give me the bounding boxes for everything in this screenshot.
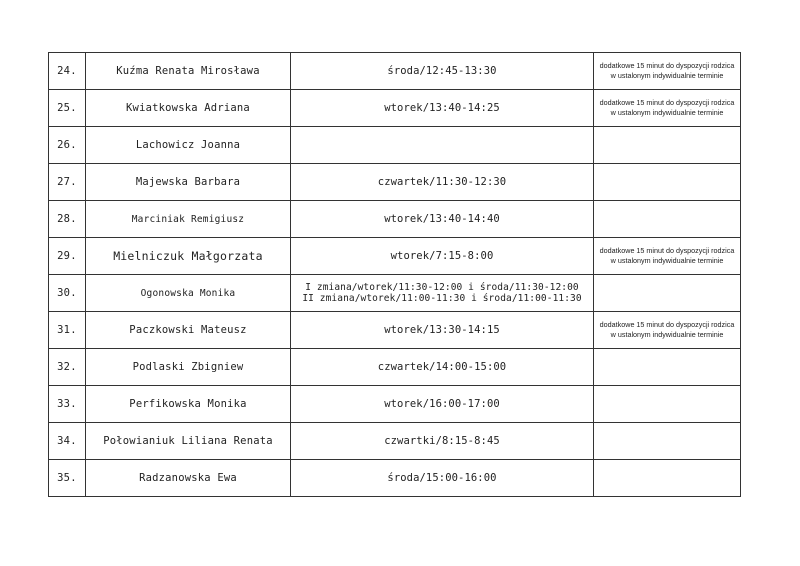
- consultation-time: [291, 312, 594, 349]
- time-line: wtorek/13:40-14:40: [384, 213, 500, 225]
- time-line: środa/15:00-16:00: [387, 472, 497, 484]
- table-row: [49, 90, 741, 127]
- table-row: [49, 275, 741, 312]
- teacher-name: Majewska Barbara: [86, 164, 291, 201]
- table-row: [49, 238, 741, 275]
- consultation-time: [291, 275, 594, 312]
- consultation-time: [291, 349, 594, 386]
- note-line: w ustalonym indywidualnie terminie: [610, 71, 724, 80]
- note-line: w ustalonym indywidualnie terminie: [610, 330, 724, 339]
- consultation-time: [291, 164, 594, 201]
- note-cell: [594, 312, 741, 349]
- table-row: [49, 423, 741, 460]
- row-number: 34.: [49, 423, 86, 460]
- note-cell: [594, 238, 741, 275]
- note-cell: [594, 386, 741, 423]
- table-row: [49, 312, 741, 349]
- teacher-name: Podlaski Zbigniew: [86, 349, 291, 386]
- note-cell: [594, 90, 741, 127]
- teacher-name: Paczkowski Mateusz: [86, 312, 291, 349]
- teacher-name: Mielniczuk Małgorzata: [86, 238, 291, 275]
- teacher-name: Lachowicz Joanna: [86, 127, 291, 164]
- teacher-name: Ogonowska Monika: [86, 275, 291, 312]
- time-line: wtorek/7:15-8:00: [390, 250, 494, 262]
- note-line: w ustalonym indywidualnie terminie: [610, 108, 724, 117]
- note-cell: [594, 53, 741, 90]
- consultation-time: [291, 460, 594, 497]
- table-row: [49, 164, 741, 201]
- note-line: dodatkowe 15 minut do dyspozycji rodzica: [599, 246, 735, 255]
- table-row: [49, 386, 741, 423]
- consultation-time: [291, 90, 594, 127]
- row-number: 30.: [49, 275, 86, 312]
- time-line: wtorek/13:30-14:15: [384, 324, 500, 336]
- note-cell: [594, 460, 741, 497]
- time-line: I zmiana/wtorek/11:30-12:00 i środa/11:30-12:00: [305, 282, 579, 293]
- time-line: środa/12:45-13:30: [387, 65, 497, 77]
- row-number: 29.: [49, 238, 86, 275]
- teacher-name: Perfikowska Monika: [86, 386, 291, 423]
- note-cell: [594, 127, 741, 164]
- note-cell: [594, 349, 741, 386]
- table-row: [49, 349, 741, 386]
- teacher-name: Połowianiuk Liliana Renata: [86, 423, 291, 460]
- teacher-name: Radzanowska Ewa: [86, 460, 291, 497]
- note-line: w ustalonym indywidualnie terminie: [610, 256, 724, 265]
- note-line: dodatkowe 15 minut do dyspozycji rodzica: [599, 320, 735, 329]
- note-cell: [594, 164, 741, 201]
- table-row: [49, 460, 741, 497]
- teacher-name: Marciniak Remigiusz: [86, 201, 291, 238]
- time-line: czwartek/11:30-12:30: [377, 176, 507, 188]
- row-number: 31.: [49, 312, 86, 349]
- note-line: dodatkowe 15 minut do dyspozycji rodzica: [599, 98, 735, 107]
- teacher-name: Kuźma Renata Mirosława: [86, 53, 291, 90]
- row-number: 32.: [49, 349, 86, 386]
- table-row: [49, 53, 741, 90]
- time-line: II zmiana/wtorek/11:00-11:30 i środa/11:00-11:30: [302, 293, 582, 304]
- teacher-name: Kwiatkowska Adriana: [86, 90, 291, 127]
- table-row: [49, 127, 741, 164]
- table-row: [49, 201, 741, 238]
- row-number: 33.: [49, 386, 86, 423]
- row-number: 27.: [49, 164, 86, 201]
- time-line: czwartki/8:15-8:45: [384, 435, 500, 447]
- row-number: 28.: [49, 201, 86, 238]
- consultation-time: [291, 386, 594, 423]
- consultation-time: [291, 201, 594, 238]
- note-line: dodatkowe 15 minut do dyspozycji rodzica: [599, 61, 735, 70]
- note-cell: [594, 201, 741, 238]
- row-number: 35.: [49, 460, 86, 497]
- consultation-time: [291, 238, 594, 275]
- schedule-body: [49, 53, 741, 497]
- consultation-time: [291, 423, 594, 460]
- time-line: czwartek/14:00-15:00: [377, 361, 507, 373]
- row-number: 26.: [49, 127, 86, 164]
- time-line: wtorek/13:40-14:25: [384, 102, 500, 114]
- consultation-time: [291, 53, 594, 90]
- row-number: 25.: [49, 90, 86, 127]
- row-number: 24.: [49, 53, 86, 90]
- note-cell: [594, 275, 741, 312]
- time-line: wtorek/16:00-17:00: [384, 398, 500, 410]
- consultation-time: [291, 127, 594, 164]
- consultation-schedule-table: [48, 52, 741, 497]
- note-cell: [594, 423, 741, 460]
